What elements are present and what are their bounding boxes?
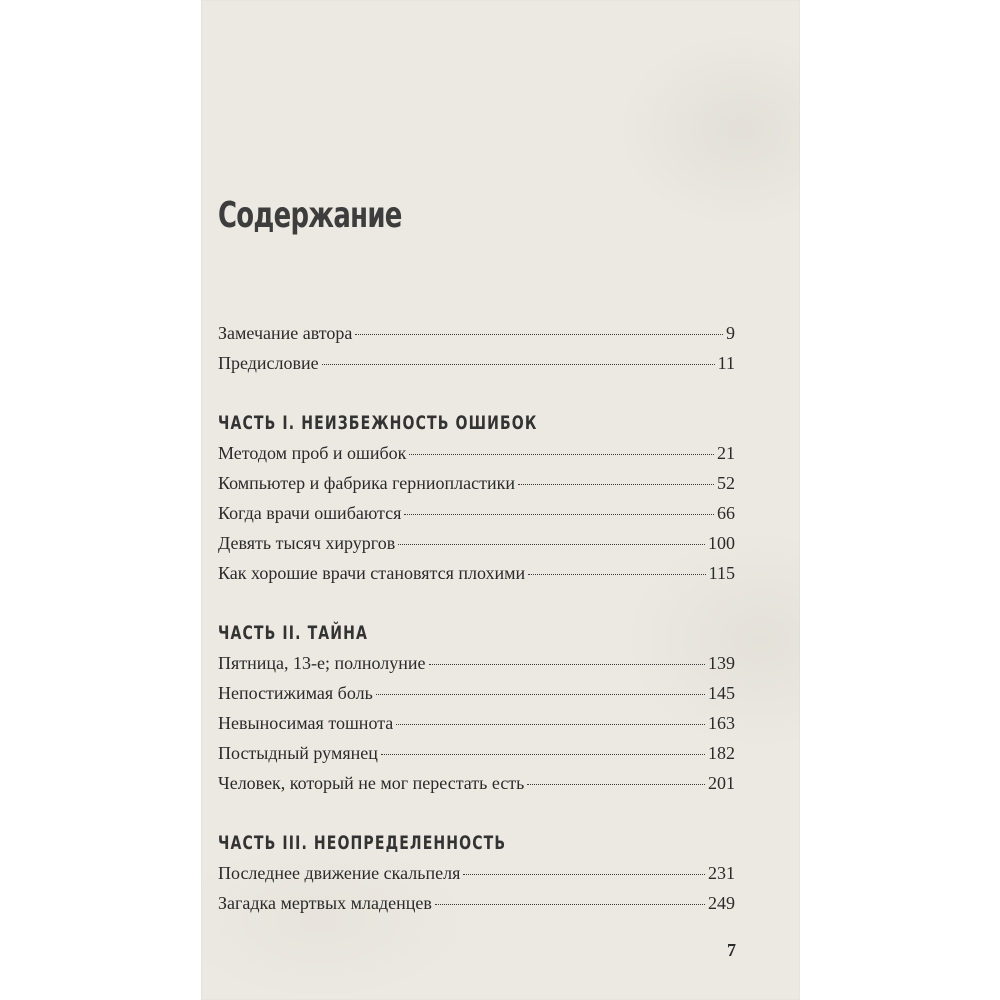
toc-entry — [218, 858, 735, 888]
toc-entry-label: Замечание автора — [218, 323, 353, 343]
toc-entry-label: Методом проб и ошибок — [218, 443, 407, 463]
dot-leader — [527, 784, 705, 785]
part-heading: ЧАСТЬ III. НЕОПРЕДЕЛЕННОСТЬ — [218, 832, 507, 854]
toc-entry-page: 66 — [717, 503, 735, 523]
dot-leader — [381, 754, 705, 755]
toc-entry-page: 21 — [717, 443, 735, 463]
toc-entry-page: 9 — [726, 323, 735, 343]
toc-entry-page: 100 — [708, 533, 735, 553]
toc-entry-label: Постыдный румянец — [218, 743, 378, 763]
dot-leader — [429, 664, 705, 665]
page-title: Содержание — [218, 195, 402, 236]
dot-leader — [376, 694, 705, 695]
toc-entry-page: 231 — [708, 863, 735, 883]
toc-entry-label: Загадка мертвых младенцев — [218, 893, 432, 913]
toc-entry — [218, 738, 735, 768]
dot-leader — [435, 904, 705, 905]
part-heading: ЧАСТЬ I. НЕИЗБЕЖНОСТЬ ОШИБОК — [218, 412, 538, 434]
toc-entry-label: Предисловие — [218, 353, 319, 373]
dot-leader — [322, 364, 715, 365]
toc-entry-page: 201 — [708, 773, 735, 793]
toc-entry-label: Когда врачи ошибаются — [218, 503, 402, 523]
toc-entry-page: 11 — [717, 353, 735, 373]
toc-entry — [218, 558, 735, 588]
dot-leader — [355, 334, 723, 335]
dot-leader — [518, 484, 714, 485]
dot-leader — [396, 724, 705, 725]
page-number: 7 — [727, 940, 736, 960]
toc-entry-page: 163 — [708, 713, 735, 733]
toc-entry-label: Как хорошие врачи становятся плохими — [218, 563, 526, 583]
toc-entry — [218, 648, 735, 678]
toc-entry-label: Человек, который не мог перестать есть — [218, 773, 525, 793]
toc-entry — [218, 468, 735, 498]
toc-entry-page: 115 — [708, 563, 735, 583]
toc-entry-page: 249 — [708, 893, 735, 913]
toc-entry-page: 182 — [708, 743, 735, 763]
toc-entry — [218, 528, 735, 558]
toc-entry-label: Пятница, 13-е; полнолуние — [218, 653, 426, 673]
toc-entry — [218, 498, 735, 528]
toc-entry-label: Невыносимая тошнота — [218, 713, 394, 733]
toc-entry-page: 145 — [708, 683, 735, 703]
toc-entry-label: Последнее движение скальпеля — [218, 863, 461, 883]
toc-entry — [218, 438, 735, 468]
dot-leader — [463, 874, 705, 875]
toc-entry — [218, 708, 735, 738]
part-heading: ЧАСТЬ II. ТАЙНА — [218, 622, 369, 644]
toc-entry-label: Компьютер и фабрика герниопластики — [218, 473, 515, 493]
toc-entry — [218, 678, 735, 708]
toc-entry — [218, 768, 735, 798]
toc-entry-page: 139 — [708, 653, 735, 673]
dot-leader — [398, 544, 705, 545]
toc-entry-page: 52 — [717, 473, 735, 493]
toc-entry — [218, 888, 735, 918]
toc-entry — [218, 318, 735, 348]
table-of-contents — [218, 318, 735, 918]
toc-entry-label: Девять тысяч хирургов — [218, 533, 396, 553]
dot-leader — [409, 454, 714, 455]
dot-leader — [528, 574, 705, 575]
toc-entry — [218, 348, 735, 378]
dot-leader — [404, 514, 714, 515]
toc-entry-label: Непостижимая боль — [218, 683, 373, 703]
